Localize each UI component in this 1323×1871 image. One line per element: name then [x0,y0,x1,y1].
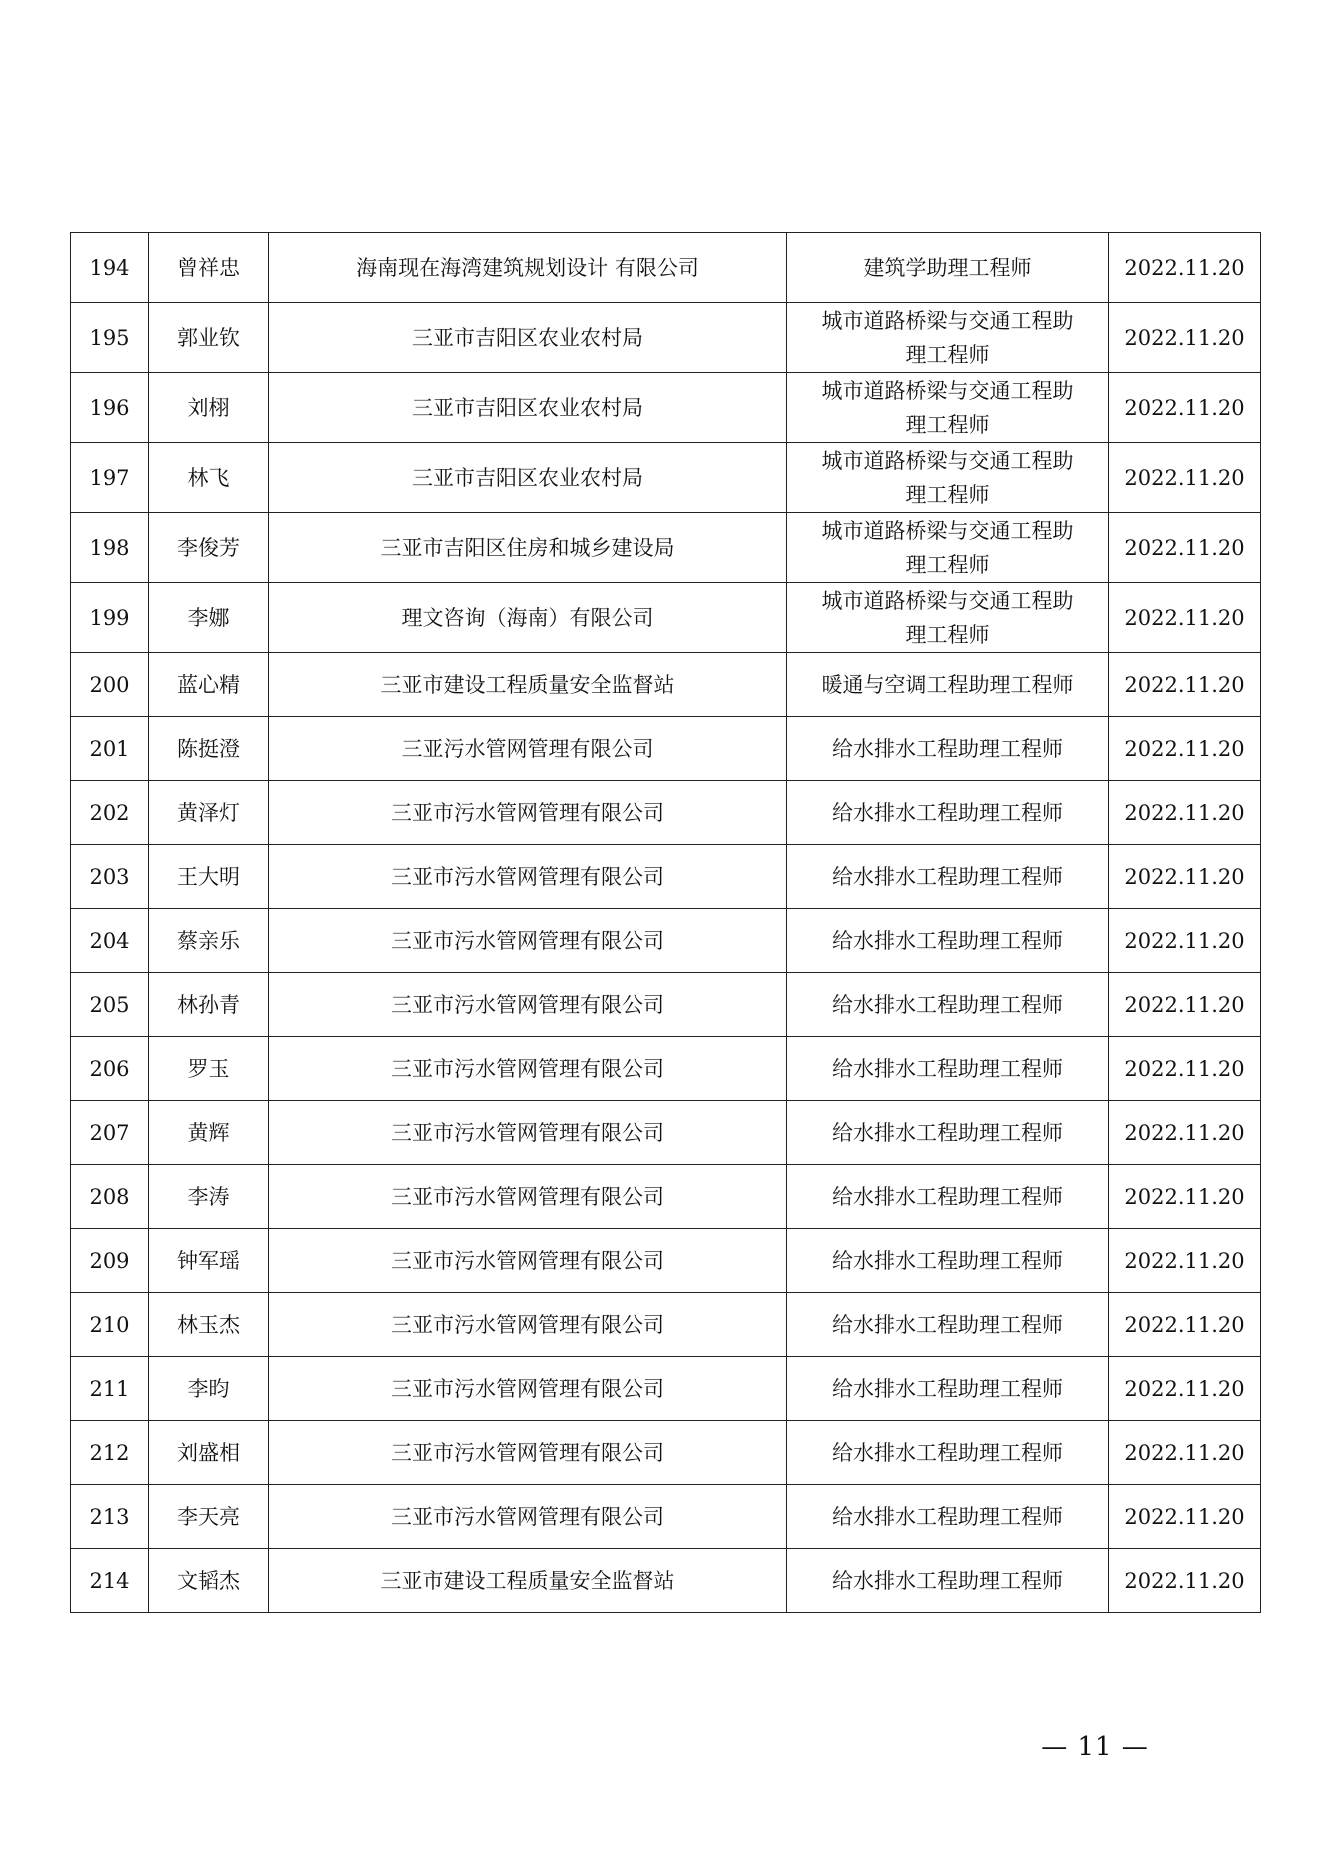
organization-cell: 三亚市建设工程质量安全监督站 [269,1549,787,1613]
date-cell: 2022.11.20 [1109,909,1261,973]
qualification-table [70,232,1261,1613]
qualification-title-line: 给水排水工程助理工程师 [832,864,1063,889]
name-cell: 陈挺澄 [149,717,269,781]
name-cell: 李娜 [149,583,269,653]
date-cell: 2022.11.20 [1109,373,1261,443]
organization-cell: 三亚市污水管网管理有限公司 [269,781,787,845]
qualification-title-line: 暖通与空调工程助理工程师 [821,672,1074,697]
qualification-title-line: 城市道路桥梁与交通工程助 [821,518,1074,543]
qualification-title-cell [787,1357,1109,1421]
qualification-title-cell [787,717,1109,781]
date-cell: 2022.11.20 [1109,781,1261,845]
organization-cell: 三亚市污水管网管理有限公司 [269,973,787,1037]
table-row [71,303,1261,373]
qualification-title-line: 给水排水工程助理工程师 [832,1184,1063,1209]
qualification-title-line: 给水排水工程助理工程师 [832,1120,1063,1145]
name-cell: 林飞 [149,443,269,513]
organization-cell: 海南现在海湾建筑规划设计 有限公司 [269,233,787,303]
row-number-cell: 199 [71,583,149,653]
qualification-title-cell [787,973,1109,1037]
organization-cell: 三亚市吉阳区农业农村局 [269,373,787,443]
date-cell: 2022.11.20 [1109,443,1261,513]
row-number-cell: 196 [71,373,149,443]
qualification-title-cell [787,1165,1109,1229]
name-cell: 李天亮 [149,1485,269,1549]
qualification-title-cell [787,1229,1109,1293]
qualification-title-line: 给水排水工程助理工程师 [832,1440,1063,1465]
name-cell: 黄泽灯 [149,781,269,845]
organization-cell: 三亚市污水管网管理有限公司 [269,1357,787,1421]
date-cell: 2022.11.20 [1109,845,1261,909]
row-number-cell: 202 [71,781,149,845]
date-cell: 2022.11.20 [1109,1229,1261,1293]
qualification-title-line: 给水排水工程助理工程师 [832,992,1063,1017]
organization-cell: 三亚市污水管网管理有限公司 [269,845,787,909]
row-number-cell: 194 [71,233,149,303]
qualification-title-cell [787,1037,1109,1101]
name-cell: 黄辉 [149,1101,269,1165]
table-row [71,1421,1261,1485]
organization-cell: 三亚市污水管网管理有限公司 [269,1037,787,1101]
table-row [71,781,1261,845]
qualification-title-cell [787,513,1109,583]
table-row [71,513,1261,583]
table-row [71,1101,1261,1165]
qualification-title-line: 城市道路桥梁与交通工程助 [821,308,1074,333]
row-number-cell: 206 [71,1037,149,1101]
table-row [71,373,1261,443]
qualification-title-cell [787,1293,1109,1357]
date-cell: 2022.11.20 [1109,653,1261,717]
qualification-title-cell [787,845,1109,909]
qualification-title-cell [787,781,1109,845]
qualification-title-line: 理工程师 [905,412,990,437]
organization-cell: 三亚市污水管网管理有限公司 [269,909,787,973]
row-number-cell: 214 [71,1549,149,1613]
row-number-cell: 200 [71,653,149,717]
organization-cell: 三亚市吉阳区农业农村局 [269,443,787,513]
table-row [71,717,1261,781]
name-cell: 曾祥忠 [149,233,269,303]
organization-cell: 理文咨询（海南）有限公司 [269,583,787,653]
qualification-title-cell [787,1549,1109,1613]
table-row [71,653,1261,717]
row-number-cell: 195 [71,303,149,373]
qualification-title-cell [787,303,1109,373]
name-cell: 罗玉 [149,1037,269,1101]
organization-cell: 三亚市吉阳区农业农村局 [269,303,787,373]
row-number-cell: 203 [71,845,149,909]
qualification-title-cell [787,653,1109,717]
row-number-cell: 204 [71,909,149,973]
date-cell: 2022.11.20 [1109,233,1261,303]
name-cell: 蔡亲乐 [149,909,269,973]
date-cell: 2022.11.20 [1109,1357,1261,1421]
qualification-title-line: 城市道路桥梁与交通工程助 [821,448,1074,473]
qualification-title-line: 给水排水工程助理工程师 [832,1376,1063,1401]
date-cell: 2022.11.20 [1109,1165,1261,1229]
table-row [71,1229,1261,1293]
row-number-cell: 209 [71,1229,149,1293]
qualification-title-cell [787,233,1109,303]
organization-cell: 三亚市污水管网管理有限公司 [269,1293,787,1357]
table-row [71,973,1261,1037]
qualification-title-cell [787,373,1109,443]
qualification-title-line: 理工程师 [905,622,990,647]
organization-cell: 三亚污水管网管理有限公司 [269,717,787,781]
row-number-cell: 201 [71,717,149,781]
table-row [71,1549,1261,1613]
qualification-title-cell [787,1101,1109,1165]
name-cell: 郭业钦 [149,303,269,373]
qualification-title-line: 给水排水工程助理工程师 [832,736,1063,761]
row-number-cell: 212 [71,1421,149,1485]
date-cell: 2022.11.20 [1109,1421,1261,1485]
qualification-title-line: 给水排水工程助理工程师 [832,1504,1063,1529]
row-number-cell: 211 [71,1357,149,1421]
page-number: — 11 — [1041,1732,1149,1762]
qualification-title-cell [787,1485,1109,1549]
qualification-title-line: 理工程师 [905,342,990,367]
table-row [71,909,1261,973]
organization-cell: 三亚市污水管网管理有限公司 [269,1421,787,1485]
name-cell: 蓝心精 [149,653,269,717]
name-cell: 李昀 [149,1357,269,1421]
table-row [71,1357,1261,1421]
qualification-title-line: 给水排水工程助理工程师 [832,1248,1063,1273]
row-number-cell: 213 [71,1485,149,1549]
table-row [71,233,1261,303]
table-row [71,583,1261,653]
table-row [71,1037,1261,1101]
qualification-title-cell [787,1421,1109,1485]
organization-cell: 三亚市污水管网管理有限公司 [269,1165,787,1229]
organization-cell: 三亚市污水管网管理有限公司 [269,1101,787,1165]
row-number-cell: 207 [71,1101,149,1165]
date-cell: 2022.11.20 [1109,717,1261,781]
qualification-title-cell [787,583,1109,653]
organization-cell: 三亚市吉阳区住房和城乡建设局 [269,513,787,583]
organization-cell: 三亚市污水管网管理有限公司 [269,1485,787,1549]
qualification-title-line: 建筑学助理工程师 [863,255,1032,280]
date-cell: 2022.11.20 [1109,1101,1261,1165]
qualification-title-line: 给水排水工程助理工程师 [832,800,1063,825]
date-cell: 2022.11.20 [1109,1485,1261,1549]
date-cell: 2022.11.20 [1109,1293,1261,1357]
row-number-cell: 197 [71,443,149,513]
qualification-title-line: 理工程师 [905,552,990,577]
name-cell: 李涛 [149,1165,269,1229]
qualification-title-line: 理工程师 [905,482,990,507]
date-cell: 2022.11.20 [1109,1037,1261,1101]
qualification-title-line: 给水排水工程助理工程师 [832,1056,1063,1081]
name-cell: 李俊芳 [149,513,269,583]
qualification-title-line: 城市道路桥梁与交通工程助 [821,588,1074,613]
row-number-cell: 210 [71,1293,149,1357]
date-cell: 2022.11.20 [1109,973,1261,1037]
qualification-title-line: 给水排水工程助理工程师 [832,1568,1063,1593]
date-cell: 2022.11.20 [1109,513,1261,583]
row-number-cell: 205 [71,973,149,1037]
name-cell: 刘栩 [149,373,269,443]
row-number-cell: 198 [71,513,149,583]
table-row [71,1485,1261,1549]
name-cell: 钟军瑶 [149,1229,269,1293]
name-cell: 刘盛相 [149,1421,269,1485]
organization-cell: 三亚市污水管网管理有限公司 [269,1229,787,1293]
table-row [71,845,1261,909]
qualification-title-line: 给水排水工程助理工程师 [832,928,1063,953]
name-cell: 林玉杰 [149,1293,269,1357]
name-cell: 文韬杰 [149,1549,269,1613]
qualification-title-cell [787,909,1109,973]
date-cell: 2022.11.20 [1109,303,1261,373]
table-row [71,443,1261,513]
table-row [71,1293,1261,1357]
qualification-title-line: 城市道路桥梁与交通工程助 [821,378,1074,403]
row-number-cell: 208 [71,1165,149,1229]
qualification-title-cell [787,443,1109,513]
date-cell: 2022.11.20 [1109,583,1261,653]
organization-cell: 三亚市建设工程质量安全监督站 [269,653,787,717]
table-row [71,1165,1261,1229]
table-body [71,233,1261,1613]
name-cell: 林孙青 [149,973,269,1037]
qualification-title-line: 给水排水工程助理工程师 [832,1312,1063,1337]
date-cell: 2022.11.20 [1109,1549,1261,1613]
name-cell: 王大明 [149,845,269,909]
